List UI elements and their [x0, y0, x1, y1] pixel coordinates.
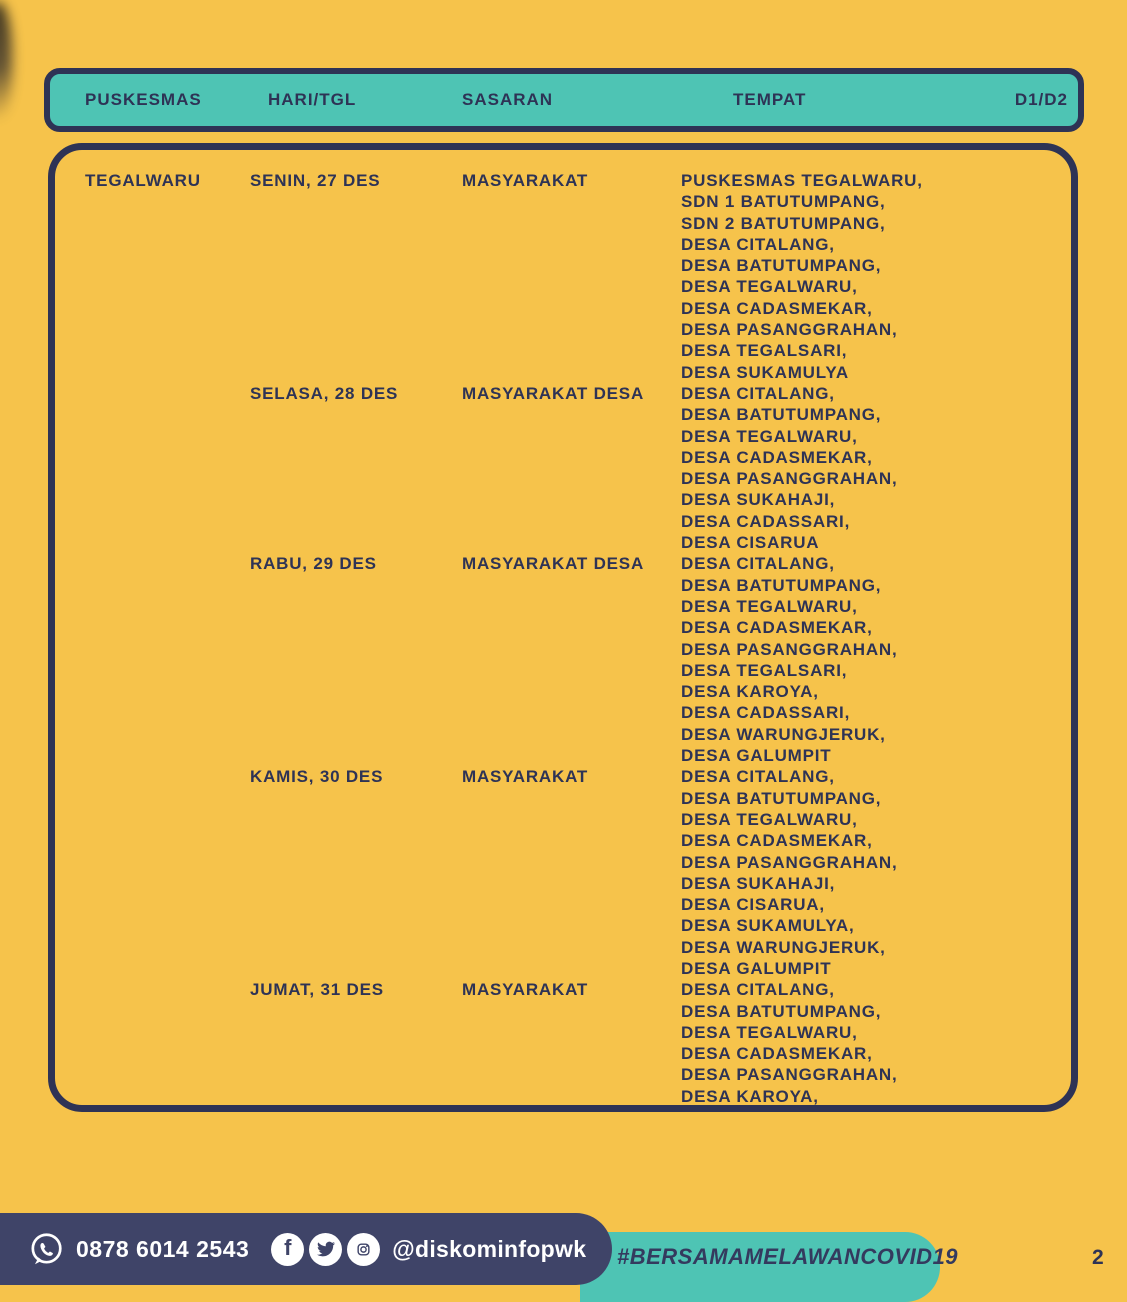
tempat-line: DESA CADASMEKAR, [681, 1044, 873, 1064]
table-row [48, 383, 1078, 553]
table-body [48, 170, 1078, 1107]
tempat-line: DESA BATUTUMPANG, [681, 575, 882, 595]
tempat-line: DESA TEGALWARU, [681, 1022, 858, 1042]
tempat-line: DESA SUKAHAJI, [681, 490, 836, 510]
tempat-cell [681, 170, 1078, 383]
tempat-line: DESA CITALANG, [681, 980, 835, 1000]
tempat-line: DESA SUKAHAJI, [681, 873, 836, 893]
tempat-line: DESA PASANGGRAHAN, [681, 469, 898, 489]
hashtag-text: #BERSAMAMELAWANCOVID19 [617, 1244, 959, 1269]
whatsapp-icon [28, 1231, 64, 1267]
hari-tgl-cell: SELASA, 28 DES [250, 383, 399, 403]
header-sasaran: SASARAN [462, 90, 554, 109]
tempat-line: PUSKESMAS TEGALWARU, [681, 171, 923, 190]
tempat-line: DESA CADASMEKAR, [681, 618, 873, 638]
table-row [48, 979, 1078, 1107]
tempat-cell [681, 766, 1078, 979]
tempat-line: DESA TEGALSARI, [681, 660, 848, 680]
tempat-line: SDN 2 BATUTUMPANG, [681, 213, 886, 233]
tempat-line: DESA GALUMPIT [681, 958, 832, 978]
tempat-line: DESA PASANGGRAHAN, [681, 320, 898, 340]
table-row [48, 553, 1078, 766]
tempat-line: DESA TEGALWARU, [681, 426, 858, 446]
header-d1-d2: D1/D2 [1014, 90, 1068, 109]
social-icons [271, 1233, 380, 1266]
puskesmas-cell: TEGALWARU [85, 171, 201, 190]
table-row [48, 766, 1078, 979]
tempat-line: DESA WARUNGJERUK, [681, 937, 886, 957]
tempat-line: DESA BATUTUMPANG, [681, 1001, 882, 1021]
tempat-line: DESA CADASSARI, [681, 511, 851, 531]
tempat-line: DESA CITALANG, [681, 383, 835, 403]
tempat-line: DESA TEGALSARI, [681, 341, 848, 361]
tempat-line: DESA CADASSARI, [681, 703, 851, 723]
tempat-line: DESA CADASMEKAR, [681, 831, 873, 851]
header-hari-tgl: HARI/TGL [268, 90, 357, 109]
tempat-line: DESA TEGALWARU, [681, 809, 858, 829]
tempat-line: DESA CISARUA [681, 533, 820, 553]
sasaran-cell: MASYARAKAT DESA [462, 554, 645, 574]
tempat-cell [681, 383, 1078, 553]
page-number: 2 [1092, 1246, 1104, 1269]
social-handle: @diskominfopwk [392, 1235, 587, 1262]
tempat-line: DESA TEGALWARU, [681, 277, 858, 297]
table-row [48, 170, 1078, 383]
tempat-line: DESA CITALANG, [681, 234, 835, 254]
tempat-line: DESA CADASMEKAR, [681, 298, 873, 318]
tempat-line: DESA BATUTUMPANG, [681, 788, 882, 808]
tempat-line: DESA BATUTUMPANG, [681, 405, 882, 425]
tempat-line: DESA PASANGGRAHAN, [681, 639, 898, 659]
tempat-cell [681, 553, 1078, 766]
tempat-line: DESA KAROYA, [681, 1086, 819, 1106]
edge-shadow-decoration [0, 2, 12, 120]
twitter-icon [309, 1233, 342, 1266]
phone-number: 0878 6014 2543 [76, 1235, 250, 1262]
tempat-line: DESA GALUMPIT [681, 746, 832, 766]
tempat-line: DESA BATUTUMPANG, [681, 256, 882, 276]
instagram-icon [347, 1233, 380, 1266]
tempat-line: DESA CISARUA, [681, 895, 825, 915]
sasaran-cell: MASYARAKAT DESA [462, 383, 645, 403]
hari-tgl-cell: RABU, 29 DES [250, 554, 377, 574]
tempat-line: DESA CADASMEKAR, [681, 447, 873, 467]
tempat-line: DESA CITALANG, [681, 767, 835, 787]
tempat-line: DESA CITALANG, [681, 554, 835, 574]
tempat-line: DESA SUKAMULYA, [681, 916, 855, 936]
tempat-line: DESA SUKAMULYA [681, 362, 850, 382]
sasaran-cell: MASYARAKAT [462, 767, 589, 787]
table-header-bar [44, 68, 1084, 132]
tempat-line: DESA PASANGGRAHAN, [681, 1065, 898, 1085]
hari-tgl-cell: KAMIS, 30 DES [250, 767, 384, 787]
tempat-line: DESA PASANGGRAHAN, [681, 852, 898, 872]
header-tempat: TEMPAT [733, 90, 807, 109]
tempat-line: DESA TEGALWARU, [681, 596, 858, 616]
tempat-line: DESA WARUNGJERUK, [681, 724, 886, 744]
tempat-line: DESA KAROYA, [681, 682, 819, 702]
header-puskesmas: PUSKESMAS [85, 90, 202, 109]
tempat-line: SDN 1 BATUTUMPANG, [681, 192, 886, 212]
sasaran-cell: MASYARAKAT [462, 171, 589, 190]
facebook-icon: f [271, 1233, 304, 1266]
hari-tgl-cell: SENIN, 27 DES [250, 171, 381, 190]
tempat-cell [681, 979, 1078, 1107]
footer-contact-bar [0, 1213, 612, 1285]
hari-tgl-cell: JUMAT, 31 DES [250, 980, 384, 1000]
sasaran-cell: MASYARAKAT [462, 980, 589, 1000]
